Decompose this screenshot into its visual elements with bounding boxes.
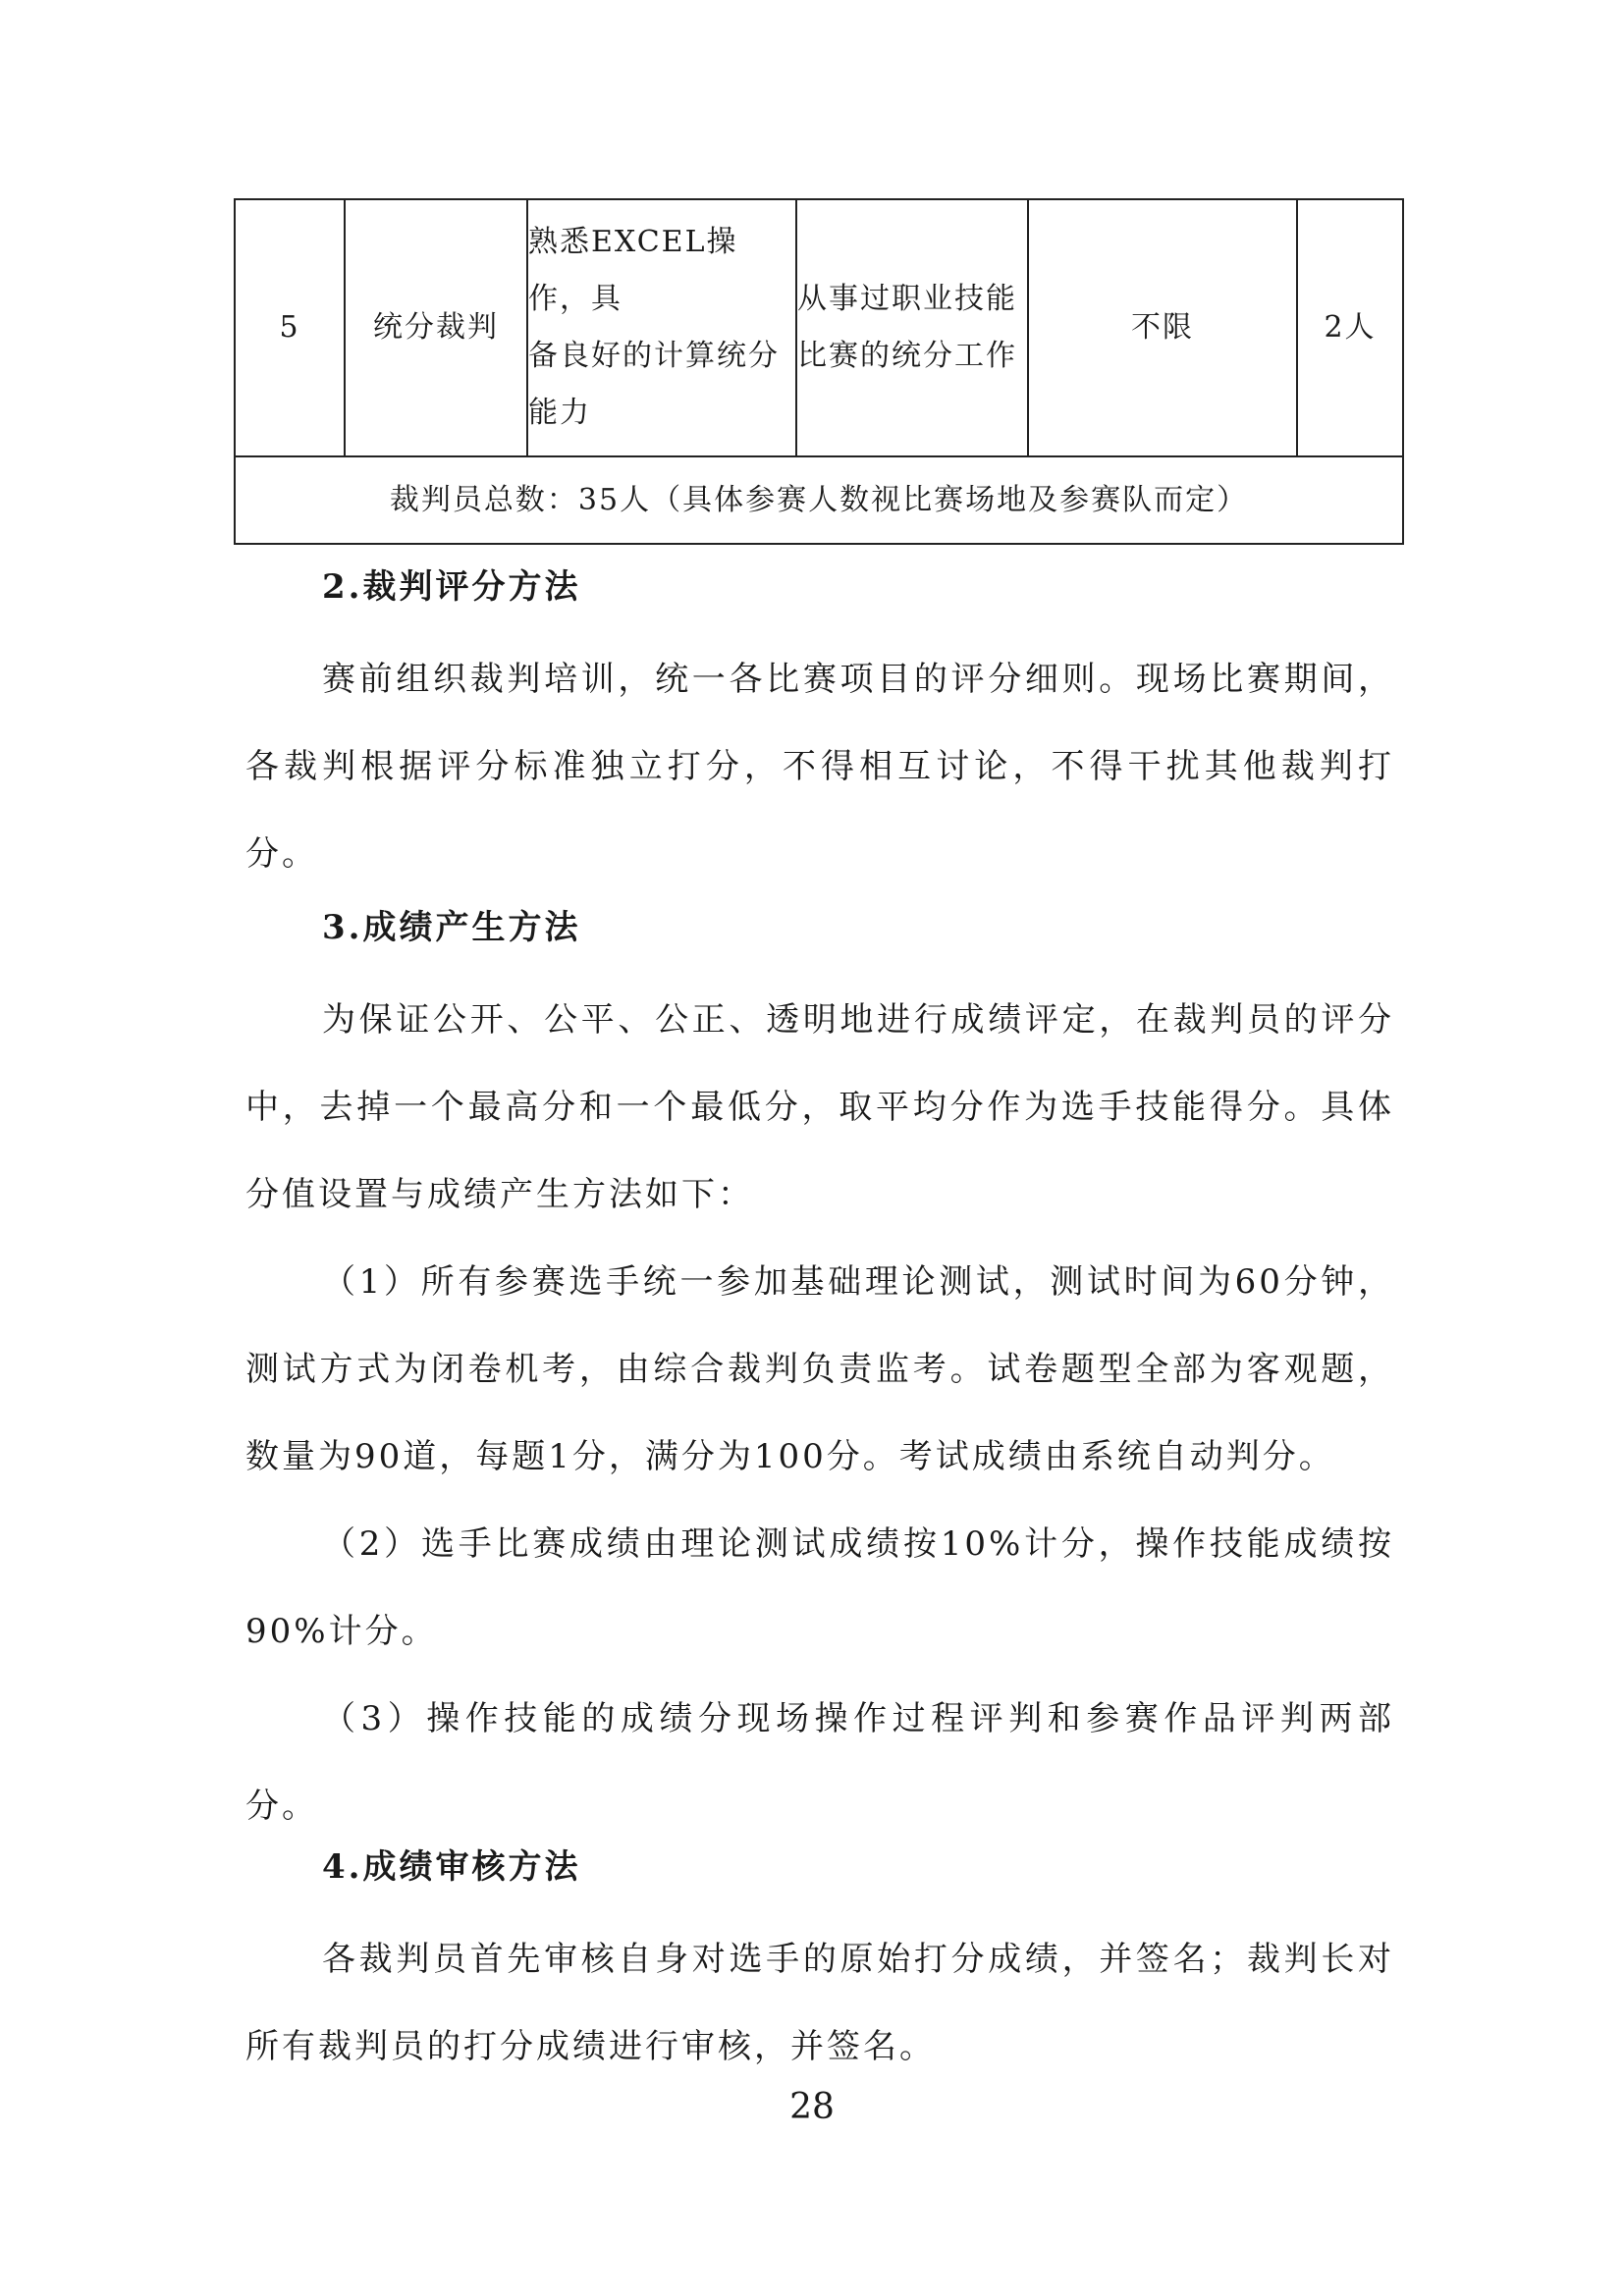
paragraph: 赛前组织裁判培训，统一各比赛项目的评分细则。现场比赛期间，各裁判根据评分标准独立打分，不得相互讨论，不得干扰其他裁判打分。 — [245, 660, 1394, 874]
cell-role: 统分裁判 — [345, 199, 527, 456]
judges-table — [234, 198, 1404, 545]
section-3 — [245, 898, 1394, 1850]
cell-skill-line: 熟悉EXCEL操作，具 — [528, 225, 738, 316]
cell-experience-line: 比赛的统分工作 — [797, 339, 1017, 373]
cell-title-req: 不限 — [1028, 199, 1297, 456]
cell-count: 2人 — [1297, 199, 1403, 456]
table-row — [235, 199, 1403, 456]
cell-skill-line: 备良好的计算统分 — [528, 339, 780, 373]
table-row-total — [235, 456, 1403, 544]
paragraph: 各裁判员首先审核自身对选手的原始打分成绩，并签名；裁判长对所有裁判员的打分成绩进行审核，并签名。 — [245, 1940, 1394, 2066]
section-heading: 4.成绩审核方法 — [322, 1847, 581, 1887]
section-2 — [245, 558, 1394, 898]
section-heading: 2.裁判评分方法 — [322, 567, 581, 607]
section-heading: 3.成绩产生方法 — [322, 908, 581, 947]
cell-no: 5 — [235, 199, 345, 456]
paragraph: （3）操作技能的成绩分现场操作过程评判和参赛作品评判两部分。 — [245, 1699, 1394, 1826]
cell-skill-line: 能力 — [528, 396, 591, 430]
cell-total: 裁判员总数：35人（具体参赛人数视比赛场地及参赛队而定） — [235, 456, 1403, 544]
cell-skill — [527, 199, 796, 456]
paragraph: 为保证公开、公平、公正、透明地进行成绩评定，在裁判员的评分中，去掉一个最高分和一个最低分，取平均分作为选手技能得分。具体分值设置与成绩产生方法如下： — [245, 1000, 1394, 1214]
cell-experience-line: 从事过职业技能 — [797, 282, 1017, 316]
paragraph: （2）选手比赛成绩由理论测试成绩按10%计分，操作技能成绩按90%计分。 — [245, 1524, 1394, 1651]
cell-experience — [796, 199, 1028, 456]
paragraph: （1）所有参赛选手统一参加基础理论测试，测试时间为60分钟，测试方式为闭卷机考，由综合裁判负责监考。试卷题型全部为客观题，数量为90道，每题1分，满分为100分。考试成绩由系统自动判分。 — [245, 1262, 1394, 1476]
page-number: 28 — [789, 2087, 835, 2127]
section-4 — [245, 1838, 1394, 2091]
